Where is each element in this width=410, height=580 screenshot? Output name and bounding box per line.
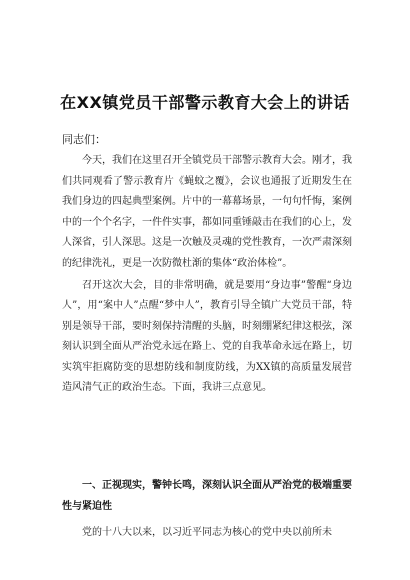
section-heading: 一、正视现实，警钟长鸣，深刻认识全面从严治党的极端重要性与紧迫性: [62, 480, 352, 512]
document-title: 在XX镇党员干部警示教育大会上的讲话: [60, 93, 350, 112]
paragraph-continuation: 党的十八大以来，以习近平同志为核心的党中央以前所未: [82, 527, 332, 538]
greeting: 同志们：: [62, 133, 106, 146]
document-body: [62, 151, 352, 400]
paragraph-purpose: 召开这次大会，目的非常明确，就是要用“身边事”警醒“身边人”，用“案中人”点醒“梦中人”，教育引导全镇广大党员干部，特别是领导干部，要时刻保持清醒的头脑，时刻绷紧纪律这根弦，深刻认识到全面从严治党永远在路上、党的自我革命永远在路上，切实筑牢拒腐防变的思想防线和制度防线，为XX镇的高质量发展营造风清气正的政治生态。下面，我讲三点意见。: [62, 279, 352, 393]
paragraph-opening: 今天，我们在这里召开全镇党员干部警示教育大会。刚才，我们共同观看了警示教育片《蝇蚊之覆》，会议也通报了近期发生在我们身边的四起典型案例。片中的一幕幕场景，一句句忏悔，案例中的一个个名字，一件件实事，都如同重锤敲击在我们的心上，发人深省，引人深思。这是一次触及灵魂的党性教育，一次严肃深刻的纪律洗礼，更是一次防微杜渐的集体“政治体检”。: [62, 155, 352, 269]
